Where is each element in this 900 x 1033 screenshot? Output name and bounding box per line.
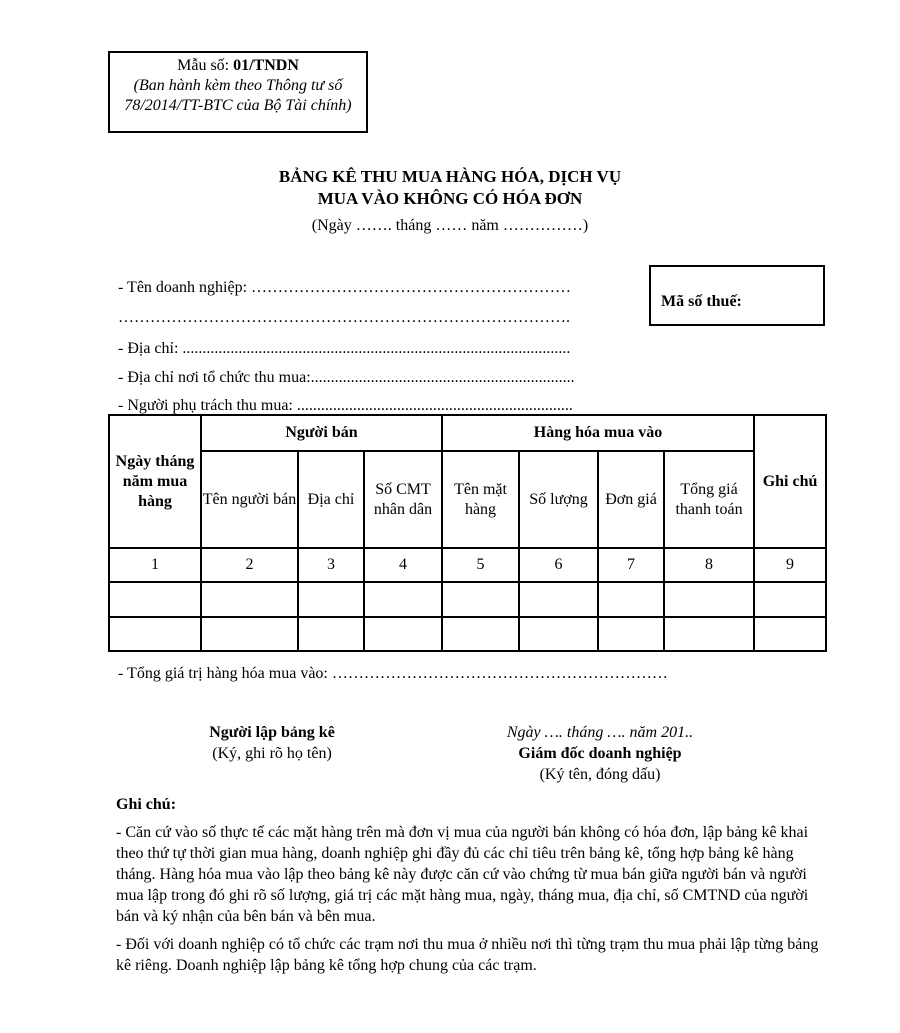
col-number: 2 — [201, 548, 298, 582]
address-field[interactable]: - Địa chỉ: ................................................................................................. — [118, 340, 571, 357]
table-cell[interactable] — [442, 582, 519, 617]
table-cell[interactable] — [664, 582, 754, 617]
tax-code-box[interactable] — [649, 265, 825, 326]
group-goods: Hàng hóa mua vào — [442, 415, 754, 451]
table-cell[interactable] — [201, 582, 298, 617]
form-issuance-note: (Ban hành kèm theo Thông tư số 78/2014/TT-BTC của Bộ Tài chính) — [124, 77, 352, 114]
table-cell[interactable] — [364, 617, 442, 651]
table-cell[interactable] — [519, 582, 598, 617]
note-paragraph-2: - Đối với doanh nghiệp có tổ chức các trạm nơi thu mua ở nhiều nơi thì từng trạm thu mua phải lập từng bảng kê riêng. Doanh nghiệp lập bảng kê tổng hợp chung của các trạm. — [116, 936, 819, 974]
col-id-number: Số CMT nhân dân — [364, 451, 442, 548]
notes-heading: Ghi chú: — [116, 796, 177, 813]
director-signature — [470, 722, 730, 785]
page-title-line2: MUA VÀO KHÔNG CÓ HÓA ĐƠN — [317, 189, 583, 208]
table-cell[interactable] — [364, 582, 442, 617]
company-name-field[interactable]: - Tên doanh nghiệp: …………………………………………………… — [118, 279, 572, 296]
director-title: Giám đốc doanh nghiệp — [518, 745, 682, 762]
tax-code-label: Mã số thuế: — [661, 293, 742, 310]
form-code: 01/TNDN — [233, 57, 299, 74]
col-seller-name: Tên người bán — [201, 451, 298, 548]
col-number: 1 — [109, 548, 201, 582]
col-number: 9 — [754, 548, 826, 582]
table-cell[interactable] — [298, 582, 364, 617]
table-cell[interactable] — [298, 617, 364, 651]
table-cell[interactable] — [598, 617, 664, 651]
purchase-table — [108, 414, 827, 652]
table-cell[interactable] — [109, 582, 201, 617]
col-unit-price: Đơn giá — [598, 451, 664, 548]
col-total-payment: Tổng giá thanh toán — [664, 451, 754, 548]
col-number: 5 — [442, 548, 519, 582]
table-cell[interactable] — [109, 617, 201, 651]
table-cell[interactable] — [598, 582, 664, 617]
form-code-prefix: Mẫu số: — [177, 57, 234, 74]
table-cell[interactable] — [201, 617, 298, 651]
col-seller-address: Địa chỉ — [298, 451, 364, 548]
col-number: 7 — [598, 548, 664, 582]
table-row — [109, 582, 826, 617]
group-seller: Người bán — [201, 415, 442, 451]
col-item-name: Tên mặt hàng — [442, 451, 519, 548]
table-cell[interactable] — [664, 617, 754, 651]
page-title-line1: BẢNG KÊ THU MUA HÀNG HÓA, DỊCH VỤ — [278, 167, 622, 186]
preparer-signature — [162, 722, 382, 764]
table-row — [109, 617, 826, 651]
note-paragraph-1: - Căn cứ vào số thực tế các mặt hàng trên mà đơn vị mua của người bán không có hóa đơn, lập bảng kê khai theo thứ tự thời gian mua hàng, doanh nghiệp ghi đầy đủ các chỉ tiêu trên bảng kê, tổng hợp bảng kê hàng tháng. Hàng hóa mua vào lập theo bảng kê này được căn cứ vào chứng từ mua bán giữa người bán và người mua lập trong đó ghi rõ số lượng, giá trị các mặt hàng mua, ngày, tháng mua, địa chỉ, số CMTND của người bán và ký nhận của bên bán và bên mua. — [116, 824, 809, 925]
col-number: 8 — [664, 548, 754, 582]
col-note: Ghi chú — [754, 415, 826, 548]
col-number: 4 — [364, 548, 442, 582]
title-date: (Ngày ……. tháng …… năm ……………) — [311, 217, 589, 234]
total-value-field[interactable]: - Tổng giá trị hàng hóa mua vào: ……………………………………………………… — [118, 665, 668, 682]
notes-section — [116, 794, 832, 983]
preparer-subtitle: (Ký, ghi rõ họ tên) — [212, 745, 332, 762]
director-subtitle: (Ký tên, đóng dấu) — [539, 766, 661, 783]
preparer-title: Người lập bảng kê — [209, 724, 335, 741]
table-cell[interactable] — [754, 582, 826, 617]
col-quantity: Số lượng — [519, 451, 598, 548]
purchase-person-field[interactable]: - Người phụ trách thu mua: ..................................................................... — [118, 397, 573, 414]
signature-date: Ngày …. tháng …. năm 201.. — [506, 724, 694, 741]
purchase-address-field[interactable]: - Địa chỉ nơi tổ chức thu mua:.................................................................. — [118, 369, 575, 386]
col-number: 3 — [298, 548, 364, 582]
table-cell[interactable] — [754, 617, 826, 651]
col-purchase-date: Ngày tháng năm mua hàng — [109, 415, 201, 548]
table-cell[interactable] — [519, 617, 598, 651]
table-cell[interactable] — [442, 617, 519, 651]
company-name-continuation[interactable]: …………………………………………………………………………. — [118, 309, 570, 326]
col-number: 6 — [519, 548, 598, 582]
form-code-box — [108, 51, 368, 133]
